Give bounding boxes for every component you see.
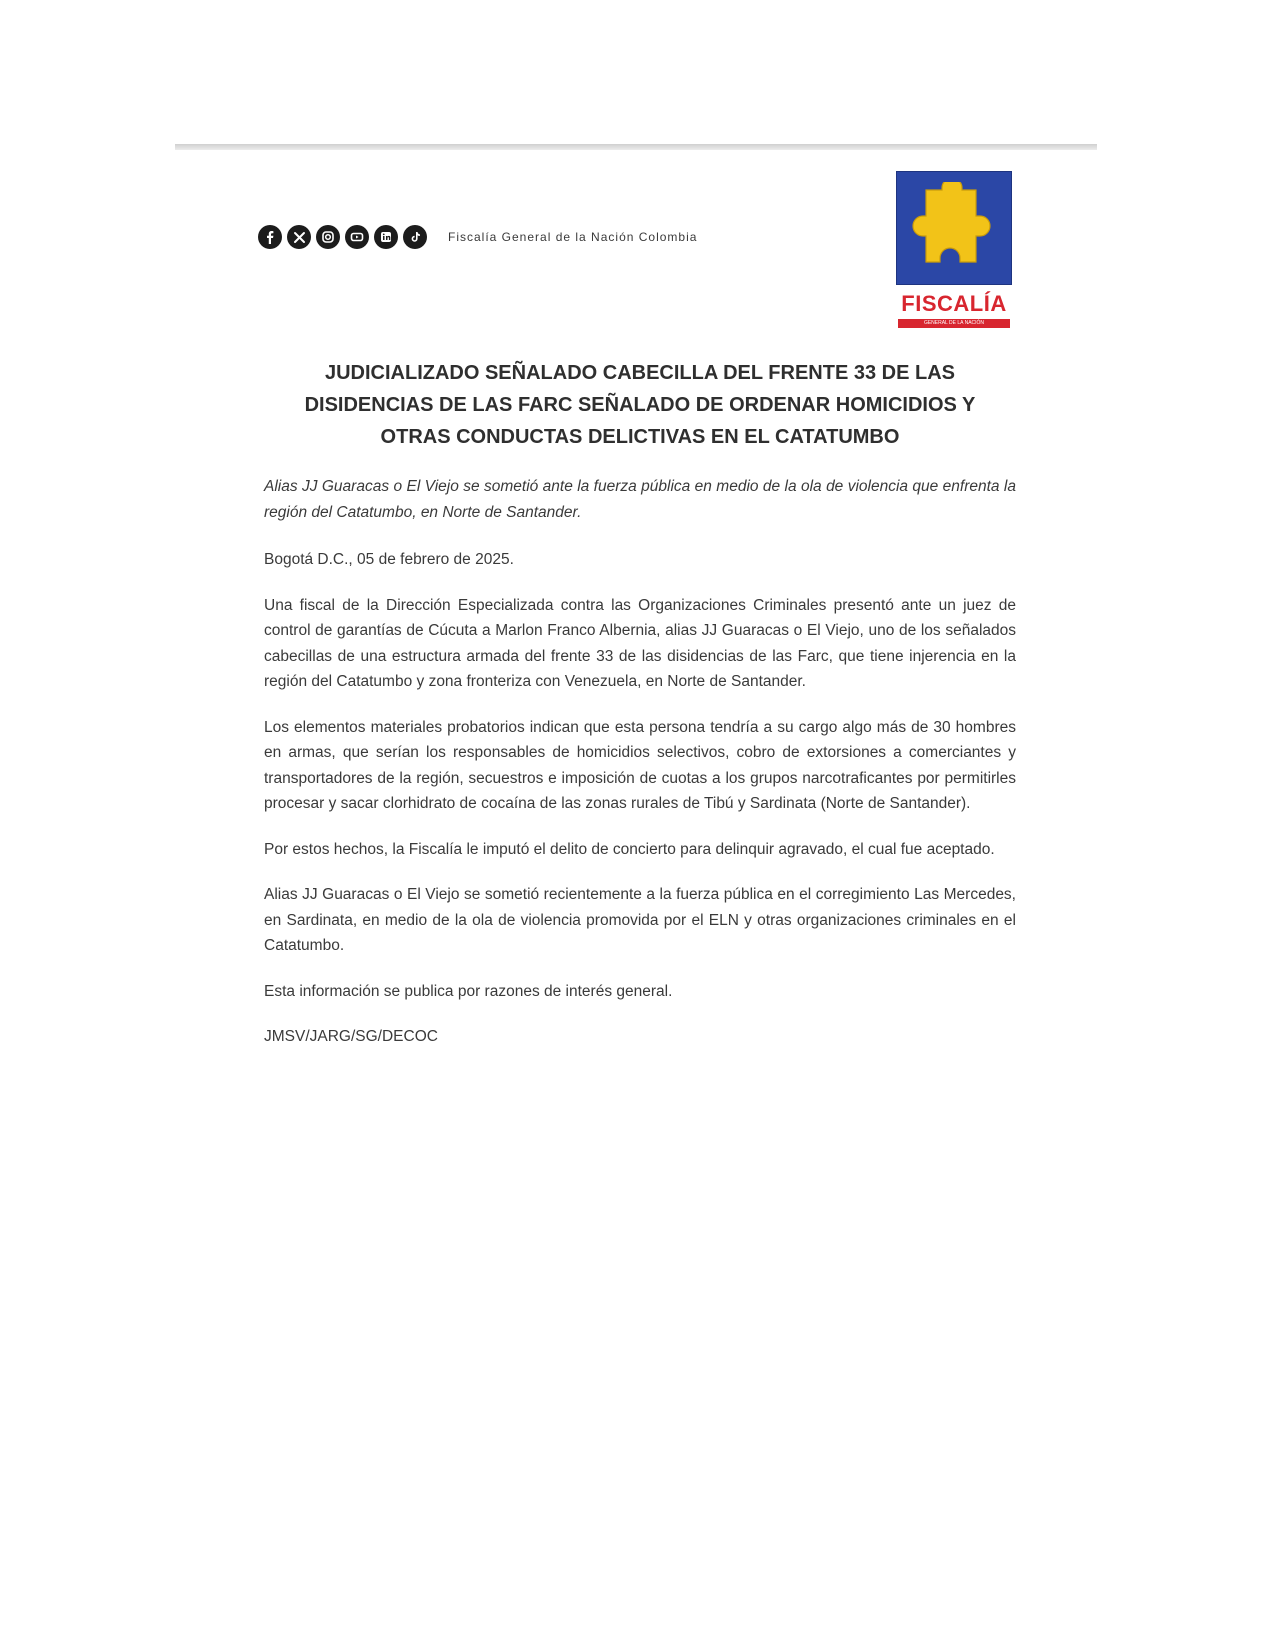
instagram-icon[interactable] xyxy=(316,225,340,249)
article-paragraph: Los elementos materiales probatorios indican que esta persona tendría a su cargo algo más de 30 hombres en armas, que serían los responsables de homicidios selectivos, cobro de extorsiones a comerciantes y transportadores de la región, secuestros e imposición de cuotas a los grupos narcotraficantes por permitirles procesar y sacar clorhidrato de cocaína de las zonas rurales de Tibú y Sardinata (Norte de Santander). xyxy=(264,718,1016,812)
facebook-icon[interactable] xyxy=(258,225,282,249)
logo-tagline: GENERAL DE LA NACIÓN xyxy=(898,319,1010,328)
article-paragraph: Esta información se publica por razones de interés general. xyxy=(264,982,673,1000)
social-bar xyxy=(258,225,697,249)
tiktok-icon[interactable] xyxy=(403,225,427,249)
article-paragraph: Una fiscal de la Dirección Especializada contra las Organizaciones Criminales presentó ante un juez de control de garantías de Cúcuta a Marlon Franco Albernia, alias JJ Guaracas o El Viejo, uno de los señalados cabecillas de una estructura armada del frente 33 de las disidencias de las Farc, que tiene injerencia en la región del Catatumbo y zona fronteriza con Venezuela, en Norte de Santander. xyxy=(264,596,1016,690)
article-paragraph: Alias JJ Guaracas o El Viejo se sometió recientemente a la fuerza pública en el corregimiento Las Mercedes, en Sardinata, en medio de la ola de violencia promovida por el ELN y otras organizaciones criminales en el Catatumbo. xyxy=(264,886,1016,954)
article-signature: JMSV/JARG/SG/DECOC xyxy=(264,1028,438,1045)
page-title: JUDICIALIZADO SEÑALADO CABECILLA DEL FRENTE 33 DE LAS DISIDENCIAS DE LAS FARC SEÑALADO DE ORDENAR HOMICIDIOS Y OTRAS CONDUCTAS DELICTIVAS EN EL CATATUMBO xyxy=(304,362,976,448)
logo-wordmark: FISCALÍA xyxy=(901,291,1007,316)
linkedin-icon[interactable] xyxy=(374,225,398,249)
top-divider xyxy=(175,144,1097,150)
article-dateline: Bogotá D.C., 05 de febrero de 2025. xyxy=(264,551,514,568)
organization-name: Fiscalía General de la Nación Colombia xyxy=(448,230,698,244)
article-body xyxy=(264,474,1016,1070)
article-subtitle: Alias JJ Guaracas o El Viejo se sometió ante la fuerza pública en medio de la ola de violencia que enfrenta la región del Catatumbo, en Norte de Santander. xyxy=(264,478,1016,521)
youtube-icon[interactable] xyxy=(345,225,369,249)
article-paragraph: Por estos hechos, la Fiscalía le imputó el delito de concierto para delinquir agravado, el cual fue aceptado. xyxy=(264,840,995,858)
logo-emblem xyxy=(896,171,1012,285)
puzzle-piece-icon xyxy=(912,182,996,274)
x-icon[interactable] xyxy=(287,225,311,249)
fiscalia-logo xyxy=(896,171,1012,333)
